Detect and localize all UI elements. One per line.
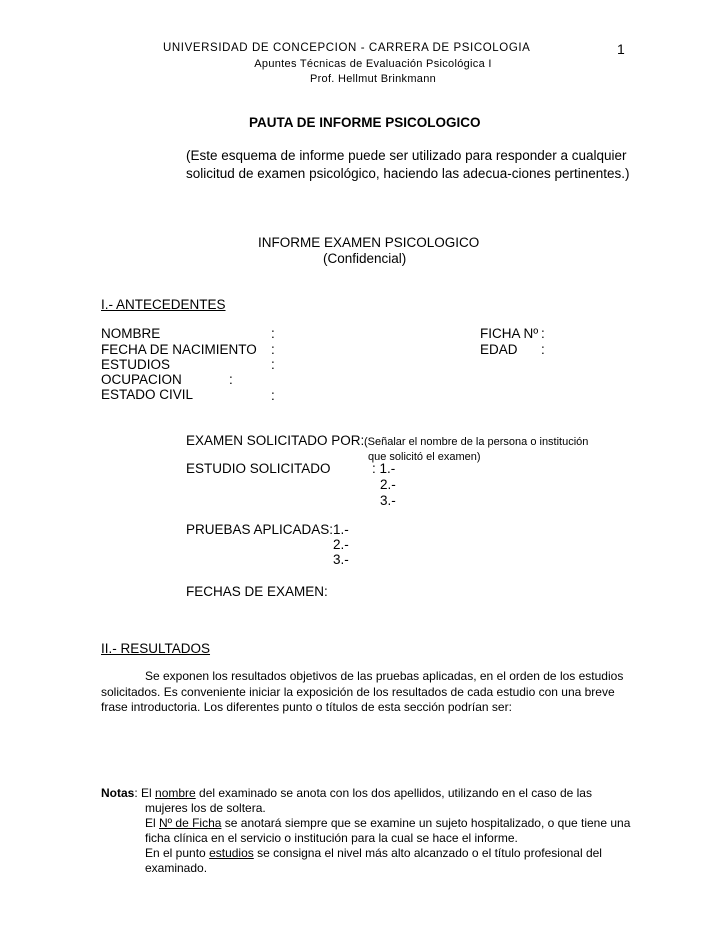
note-1-term: nombre — [155, 786, 196, 800]
examen-solicitado-label: EXAMEN SOLICITADO POR: — [186, 433, 365, 448]
field-fecha-label: FECHA DE NACIMIENTO — [101, 342, 257, 357]
note-2-term: Nº de Ficha — [159, 816, 222, 830]
note-3-line-2: examinado. — [145, 861, 208, 875]
note-3-text: se consigna el nivel más alto alcanzado o el título profesional del — [253, 846, 602, 860]
header-institution: UNIVERSIDAD DE CONCEPCION - CARRERA DE PSICOLOGIA — [163, 42, 531, 54]
note-1-line-2: mujeres los de soltera. — [145, 801, 266, 815]
field-edad-label: EDAD — [480, 342, 518, 357]
field-estudios-colon: : — [271, 357, 275, 372]
note-2-text: se anotará siempre que se examine un sujeto hospitalizado, o que tiene una — [221, 816, 631, 830]
field-fecha-colon: : — [271, 342, 275, 357]
note-3-prefix: En el punto — [145, 846, 210, 860]
resultados-para-line-3: frase introductoria. Los diferentes punto o títulos de esta sección podrían ser: — [101, 700, 512, 714]
header-professor: Prof. Hellmut Brinkmann — [309, 73, 437, 85]
field-estudios-label: ESTUDIOS — [101, 357, 171, 372]
note-2-line-1 — [145, 816, 630, 830]
field-edad-colon: : — [541, 342, 545, 357]
page-number: 1 — [617, 41, 625, 57]
examen-solicitado-note-1: (Señalar el nombre de la persona o institución — [364, 436, 589, 448]
note-2-line-2: ficha clínica en el servicio o institución para la cual se hace el informe. — [145, 831, 518, 845]
section-antecedentes-heading: I.- ANTECEDENTES — [101, 297, 226, 312]
intro-line-2: solicitud de examen psicológico, haciendo las adecua-ciones pertinentes.) — [186, 166, 630, 181]
field-estado-civil-label: ESTADO CIVIL — [101, 387, 194, 402]
field-ocupacion-colon: : — [229, 372, 233, 387]
pruebas-aplicadas-label: PRUEBAS APLICADAS: — [186, 522, 334, 537]
estudio-item-2: 2.- — [380, 477, 396, 492]
prueba-item-2: 2.- — [333, 537, 349, 552]
note-3-line-1 — [145, 846, 602, 860]
resultados-para-line-2: solicitados. Es conveniente iniciar la exposición de los resultados de cada estudio con una breve — [101, 685, 615, 699]
estudio-solicitado-label: ESTUDIO SOLICITADO — [186, 461, 331, 476]
field-estado-civil-colon: : — [271, 388, 275, 403]
page-title: PAUTA DE INFORME PSICOLOGICO — [249, 115, 481, 130]
estudio-item-3: 3.- — [380, 493, 396, 508]
note-1-prefix: : El — [134, 786, 156, 800]
field-ficha-label: FICHA Nº — [480, 326, 539, 341]
section-resultados-heading: II.- RESULTADOS — [101, 641, 211, 656]
report-confidential: (Confidencial) — [323, 251, 407, 266]
field-nombre-label: NOMBRE — [101, 326, 161, 341]
note-1-line-1 — [101, 786, 592, 800]
intro-line-1: (Este esquema de informe puede ser utilizado para responder a cualquier — [186, 148, 627, 163]
resultados-para-line-1: Se exponen los resultados objetivos de las pruebas aplicadas, en el orden de los estudios — [145, 669, 624, 683]
prueba-item-3: 3.- — [333, 552, 349, 567]
report-title: INFORME EXAMEN PSICOLOGICO — [258, 235, 480, 250]
field-ocupacion-label: OCUPACION — [101, 372, 182, 387]
fechas-examen-label: FECHAS DE EXAMEN: — [186, 584, 328, 599]
estudio-item-1: : 1.- — [372, 461, 396, 476]
examen-solicitado-note-2: que solicitó el examen) — [368, 451, 481, 463]
notes-label: Notas — [101, 786, 135, 800]
note-2-prefix: El — [145, 816, 160, 830]
field-nombre-colon: : — [271, 326, 275, 341]
note-3-term: estudios — [209, 846, 254, 860]
note-1-text: del examinado se anota con los dos apellidos, utilizando en el caso de las — [195, 786, 592, 800]
header-course: Apuntes Técnicas de Evaluación Psicológica I — [254, 58, 492, 70]
field-ficha-colon: : — [541, 326, 545, 341]
prueba-item-1: 1.- — [333, 522, 349, 537]
